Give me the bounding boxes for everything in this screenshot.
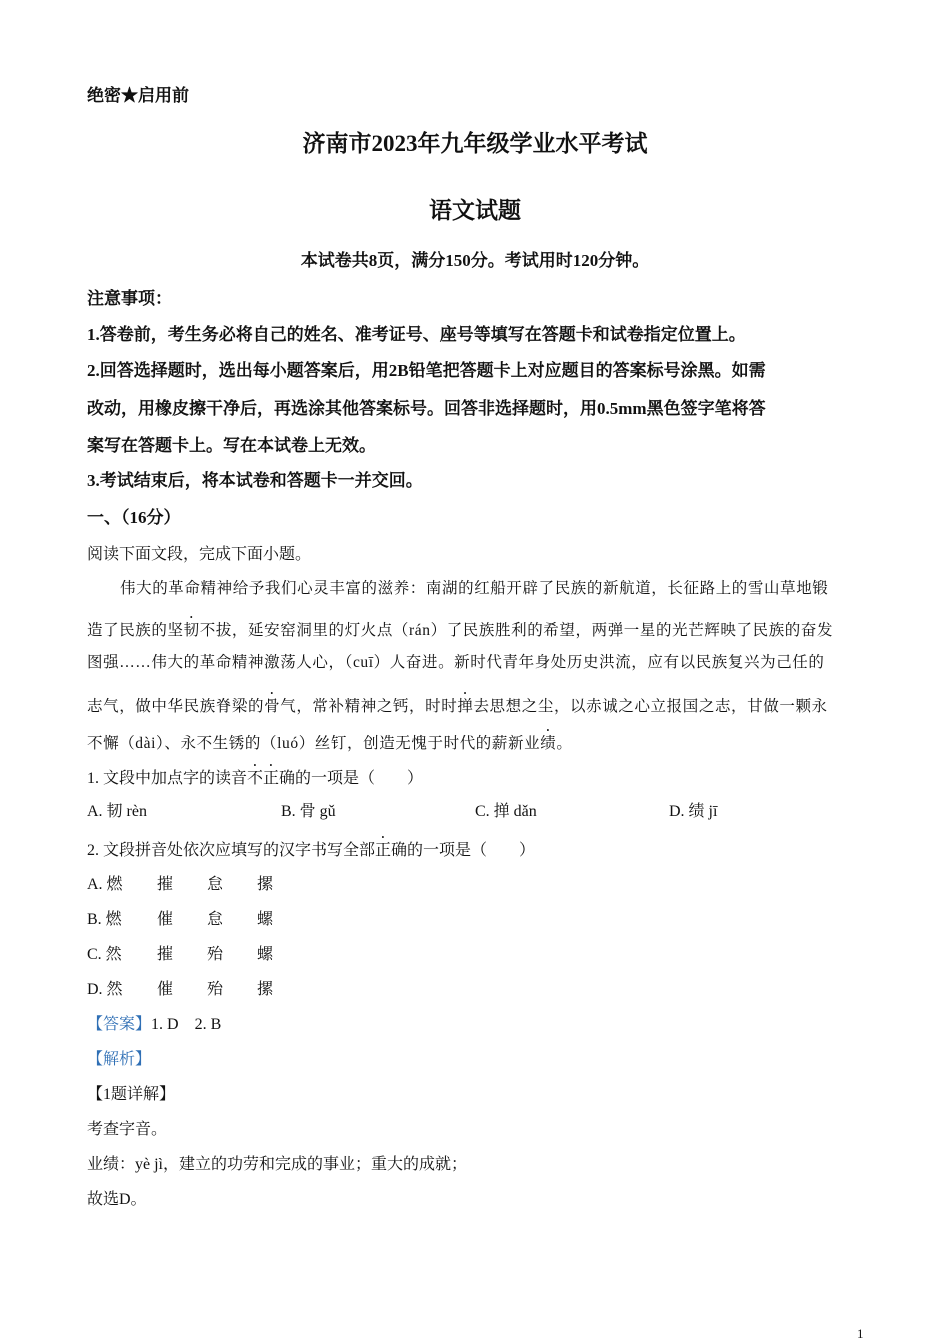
notes-item-3: 3.考试结束后，将本试卷和答题卡一并交回。 xyxy=(87,471,423,490)
exam-title: 济南市2023年九年级学业水平考试 xyxy=(302,131,648,156)
q1-option-a: A. 韧 rèn xyxy=(87,803,147,820)
q2-option-c: C. 然 摧 殆 螺 xyxy=(87,946,274,963)
dotted-char: 掸 xyxy=(457,698,474,715)
reading-instruction: 阅读下面文段，完成下面小题。 xyxy=(87,546,312,563)
analysis-tag: 【解析】 xyxy=(87,1051,152,1068)
notes-item-2-line-2: 改动，用橡皮擦干净后，再选涂其他答案标号。回答非选择题时，用0.5mm黑色签字笔将答 xyxy=(87,399,766,418)
notes-heading: 注意事项： xyxy=(87,289,172,308)
q1-option-c: C. 掸 dǎn xyxy=(475,803,537,820)
passage-line-4: 志气，做中华民族脊梁的骨气，常补精神之钙，时时掸去思想之尘，以赤诚之心立报国之志，甘做一颗永 xyxy=(87,698,828,715)
notes-item-2-line-1: 2.回答选择题时，选出每小题答案后，用2B铅笔把答题卡上对应题目的答案标号涂黑。如需 xyxy=(87,361,766,380)
detail-heading: 【1题详解】 xyxy=(87,1086,176,1103)
notes-item-2-line-3: 案写在答题卡上。写在本试卷上无效。 xyxy=(87,436,376,455)
dotted-text: 正 xyxy=(375,842,392,859)
passage-line-2: 造了民族的坚韧不拔，延安窑洞里的灯火点（rán）了民族胜利的希望，两弹一星的光芒辉映了民族的奋发 xyxy=(87,622,834,639)
notes-item-1: 1.答卷前，考生务必将自己的姓名、准考证号、座号等填写在答题卡和试卷指定位置上。 xyxy=(87,325,746,344)
page-number: 1 xyxy=(857,1326,864,1341)
answer-text: 1. D 2. B xyxy=(151,1016,222,1033)
analysis-line-2: 业绩：yè jì，建立的功劳和完成的事业；重大的成就； xyxy=(87,1156,467,1173)
exam-info: 本试卷共8页，满分150分。考试用时120分钟。 xyxy=(300,251,650,270)
secret-label: 绝密★启用前 xyxy=(87,86,189,105)
analysis-line-1: 考查字音。 xyxy=(87,1121,168,1138)
subject-title: 语文试题 xyxy=(429,198,521,223)
answer-tag: 【答案】 xyxy=(87,1016,152,1033)
question-1-stem: 1. 文段中加点字的读音不正确的一项是（ ） xyxy=(87,770,424,787)
passage-line-5: 不懈（dài）、永不生锈的（luó）丝钉，创造无愧于时代的薪新业绩。 xyxy=(87,735,573,752)
q2-option-b: B. 燃 催 怠 螺 xyxy=(87,911,274,928)
q1-option-b: B. 骨 gǔ xyxy=(281,803,336,820)
answer-line xyxy=(87,1011,221,1034)
q2-option-a: A. 燃 摧 怠 摞 xyxy=(87,876,274,893)
section-heading: 一、（16分） xyxy=(87,508,181,527)
passage-line-1: 伟大的革命精神给予我们心灵丰富的滋养：南湖的红船开辟了民族的新航道，长征路上的雪山草地锻 xyxy=(120,580,829,597)
dotted-char: 绩 xyxy=(540,735,557,752)
question-2-stem: 2. 文段拼音处依次应填写的汉字书写全部正确的一项是（ ） xyxy=(87,842,536,859)
q2-option-d: D. 然 催 殆 摞 xyxy=(87,981,274,998)
q1-option-d: D. 绩 jī xyxy=(669,803,718,820)
dotted-char: 韧 xyxy=(183,622,200,639)
passage-line-3: 图强……伟大的革命精神激荡人心，（cuī）人奋进。新时代青年身处历史洪流，应有以民族复兴为己任的 xyxy=(87,654,825,671)
dotted-char: 骨 xyxy=(264,698,281,715)
dotted-text: 不正 xyxy=(247,770,280,787)
analysis-line-3: 故选D。 xyxy=(87,1191,147,1208)
